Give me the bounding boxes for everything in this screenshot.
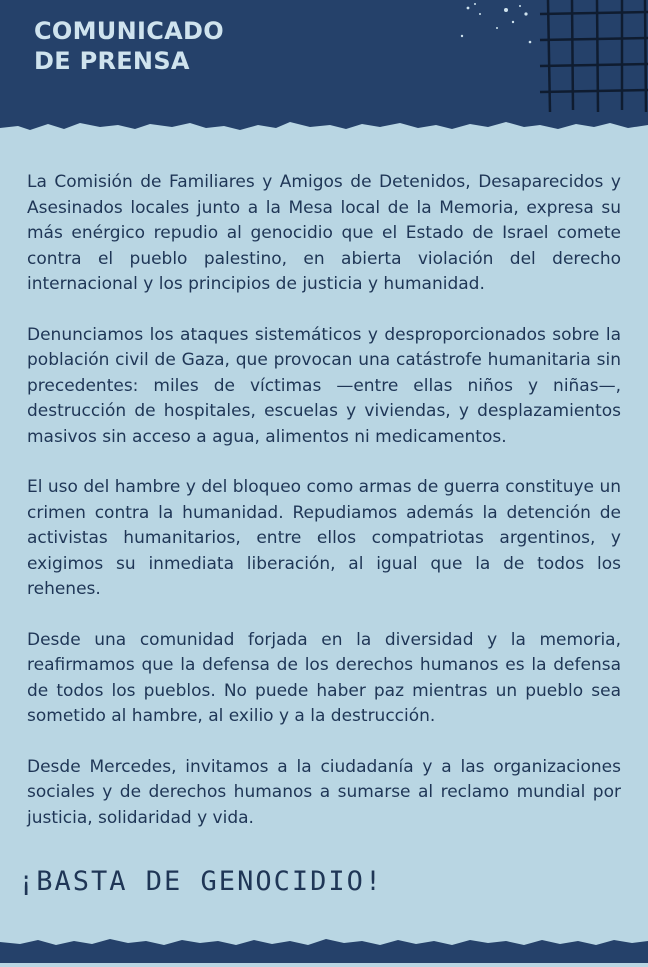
title-line-2: DE PRENSA (34, 47, 190, 75)
footer-decoration (0, 930, 648, 963)
grid-decoration-icon (540, 0, 648, 112)
paragraph-3: El uso del hambre y del bloqueo como armas de guerra constituye un crimen contra la humanidad. Repudiamos además la detención de activistas humanitarios, entre ellos compatriotas argentinos, y exigimos su inmediata liberación, al igual que la de todos los rehenes. (27, 477, 621, 599)
header-banner (0, 0, 648, 150)
page-title (34, 16, 224, 76)
paragraph-1: La Comisión de Familiares y Amigos de Detenidos, Desaparecidos y Asesinados locales junto a la Mesa local de la Memoria, expresa su más enérgico repudio al genocidio que el Estado de Israel comete contra el pueblo palestino, en abierta violación del derecho internacional y los principios de justicia y humanidad. (27, 172, 621, 294)
paragraph-5: Desde Mercedes, invitamos a la ciudadanía y a las organizaciones sociales y de derechos humanos a sumarse al reclamo mundial por justicia, solidaridad y vida. (27, 756, 621, 828)
paragraph-4: Desde una comunidad forjada en la diversidad y la memoria, reafirmamos que la defensa de los derechos humanos es la defensa de todos los pueblos. No puede haber paz mientras un pueblo sea sometido al hambre, al exilio y a la destrucción. (27, 629, 621, 726)
press-release-body (27, 170, 621, 856)
speckle-decoration (461, 3, 532, 43)
slogan-heading: ¡BASTA DE GENOCIDIO! (18, 866, 384, 897)
title-line-1: COMUNICADO (34, 17, 224, 45)
footer-torn-edge (0, 930, 648, 963)
paragraph-2: Denunciamos los ataques sistemáticos y desproporcionados sobre la población civil de Gaza, que provocan una catástrofe humanitaria sin precedentes: miles de víctimas —entre ellas niños y niñas—, destrucción de hospitales, escuelas y viviendas, y desplazamientos masivos sin acceso a agua, alimentos ni medicamentos. (27, 324, 621, 447)
